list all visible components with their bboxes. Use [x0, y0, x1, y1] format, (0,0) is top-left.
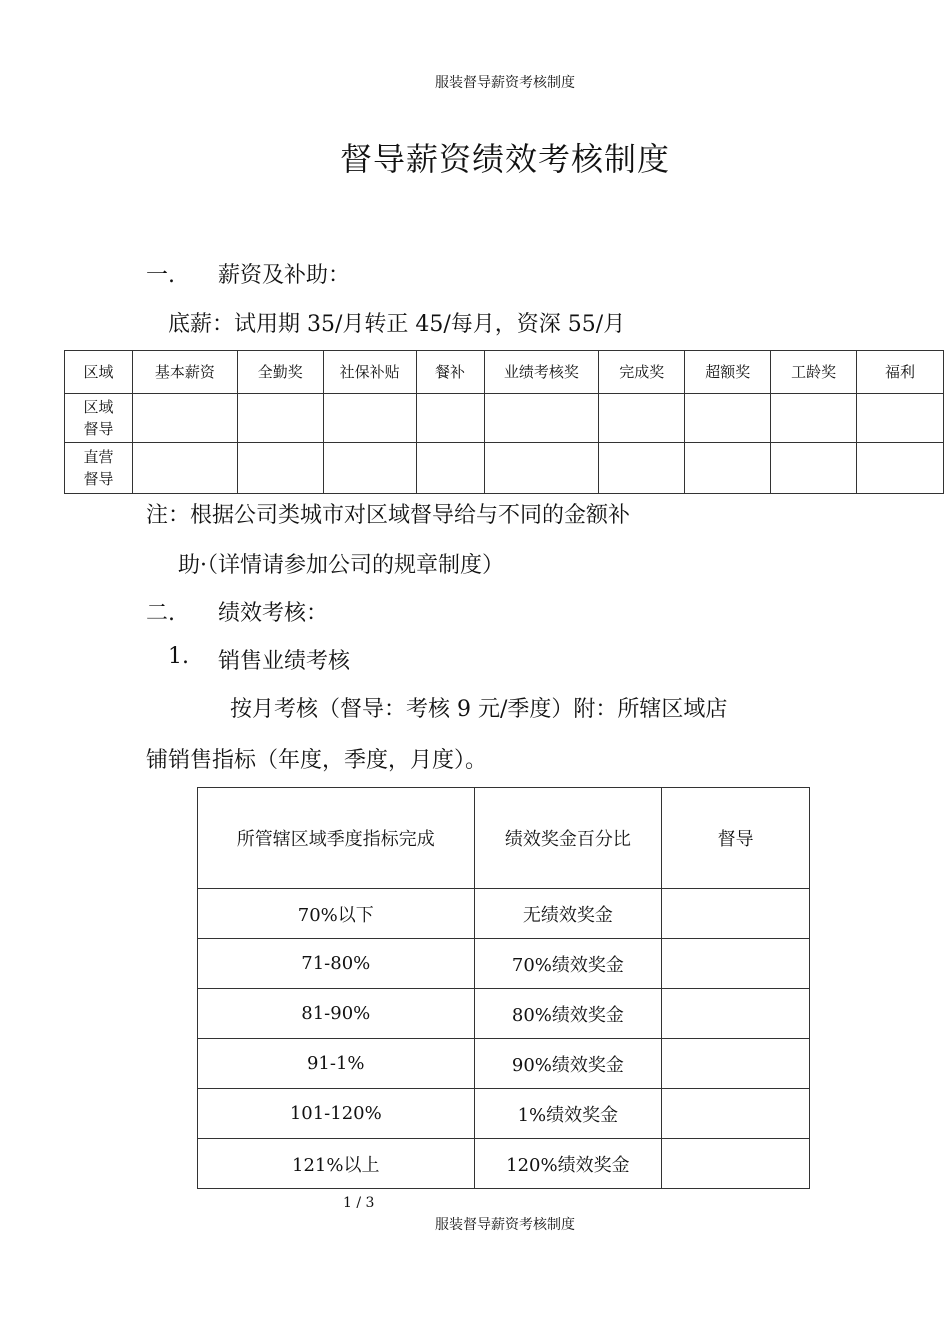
salary-header-cell: 完成奖 [599, 351, 685, 394]
document-title: 督导薪资绩效考核制度 [339, 140, 670, 178]
perf-range-cell: 71-80% [198, 939, 475, 989]
empty-cell [323, 443, 416, 494]
table-row [198, 989, 810, 1039]
salary-table [64, 350, 944, 494]
perf-supervisor-cell [662, 989, 810, 1039]
empty-cell [323, 394, 416, 443]
empty-cell [771, 394, 857, 443]
paragraph-line-2: 铺销售指标（年度，季度，月度）。 [146, 748, 488, 773]
perf-range-cell: 91-1% [198, 1039, 475, 1089]
section-2-number: 二. [146, 601, 175, 626]
table-row [65, 394, 944, 443]
perf-range-cell: 70%以下 [198, 889, 475, 939]
section-1-heading: 薪资及补助： [218, 263, 351, 288]
empty-cell [416, 443, 484, 494]
item-1-heading: 销售业绩考核 [218, 649, 351, 674]
perf-header-cell: 绩效奖金百分比 [474, 788, 662, 889]
perf-supervisor-cell [662, 1089, 810, 1139]
row-label-line: 区域 [83, 398, 114, 416]
perf-range-cell: 101-120% [198, 1089, 475, 1139]
perf-bonus-cell: 120%绩效奖金 [474, 1139, 662, 1189]
perf-bonus-cell: 无绩效奖金 [474, 889, 662, 939]
empty-cell [484, 394, 599, 443]
salary-table-header-row [65, 351, 944, 394]
row-label-cell [65, 443, 133, 494]
perf-supervisor-cell [662, 939, 810, 989]
salary-header-cell: 区域 [65, 351, 133, 394]
row-label-line: 督导 [83, 420, 114, 438]
salary-header-cell: 工龄奖 [771, 351, 857, 394]
row-label-line: 直营 [83, 448, 114, 466]
table-row [198, 939, 810, 989]
page-header-next: 服装督导薪资考核制度 [435, 1217, 575, 1233]
item-1-number: 1. [168, 644, 189, 669]
table-row [65, 443, 944, 494]
perf-supervisor-cell [662, 1139, 810, 1189]
perf-supervisor-cell [662, 1039, 810, 1089]
table-row [198, 1089, 810, 1139]
row-label-line: 督导 [83, 470, 114, 488]
empty-cell [857, 443, 944, 494]
perf-supervisor-cell [662, 889, 810, 939]
note-line-1: 注：根据公司类城市对区域督导给与不同的金额补 [146, 503, 631, 528]
table-row [198, 1039, 810, 1089]
salary-header-cell: 超额奖 [685, 351, 771, 394]
empty-cell [599, 394, 685, 443]
perf-bonus-cell: 70%绩效奖金 [474, 939, 662, 989]
perf-header-cell: 督导 [662, 788, 810, 889]
perf-header-cell: 所管辖区域季度指标完成 [198, 788, 475, 889]
empty-cell [132, 443, 237, 494]
row-label-cell [65, 394, 133, 443]
salary-header-cell: 全勤奖 [237, 351, 323, 394]
note-line-2: 助·（详情请参加公司的规章制度） [178, 553, 504, 578]
perf-bonus-cell: 90%绩效奖金 [474, 1039, 662, 1089]
empty-cell [237, 443, 323, 494]
perf-range-cell: 81-90% [198, 989, 475, 1039]
section-2-heading: 绩效考核： [218, 601, 329, 626]
performance-bonus-table [197, 787, 810, 1189]
salary-header-cell: 福利 [857, 351, 944, 394]
section-1-number: 一. [146, 263, 175, 288]
empty-cell [599, 443, 685, 494]
perf-range-cell: 121%以上 [198, 1139, 475, 1189]
page-header: 服装督导薪资考核制度 [435, 75, 575, 91]
empty-cell [685, 394, 771, 443]
salary-header-cell: 基本薪资 [132, 351, 237, 394]
salary-header-cell: 餐补 [416, 351, 484, 394]
table-row [198, 1139, 810, 1189]
base-salary-line: 底薪：试用期 35/月转正 45/每月，资深 55/月 [168, 312, 626, 337]
empty-cell [484, 443, 599, 494]
empty-cell [237, 394, 323, 443]
salary-header-cell: 社保补贴 [323, 351, 416, 394]
salary-header-cell: 业绩考核奖 [484, 351, 599, 394]
table-row [198, 889, 810, 939]
empty-cell [685, 443, 771, 494]
perf-table-header-row [198, 788, 810, 889]
empty-cell [857, 394, 944, 443]
empty-cell [771, 443, 857, 494]
empty-cell [416, 394, 484, 443]
page-number: 1 / 3 [343, 1195, 375, 1211]
perf-bonus-cell: 80%绩效奖金 [474, 989, 662, 1039]
paragraph-line-1: 按月考核（督导：考核 9 元/季度）附：所辖区域店 [230, 697, 728, 722]
perf-bonus-cell: 1%绩效奖金 [474, 1089, 662, 1139]
empty-cell [132, 394, 237, 443]
